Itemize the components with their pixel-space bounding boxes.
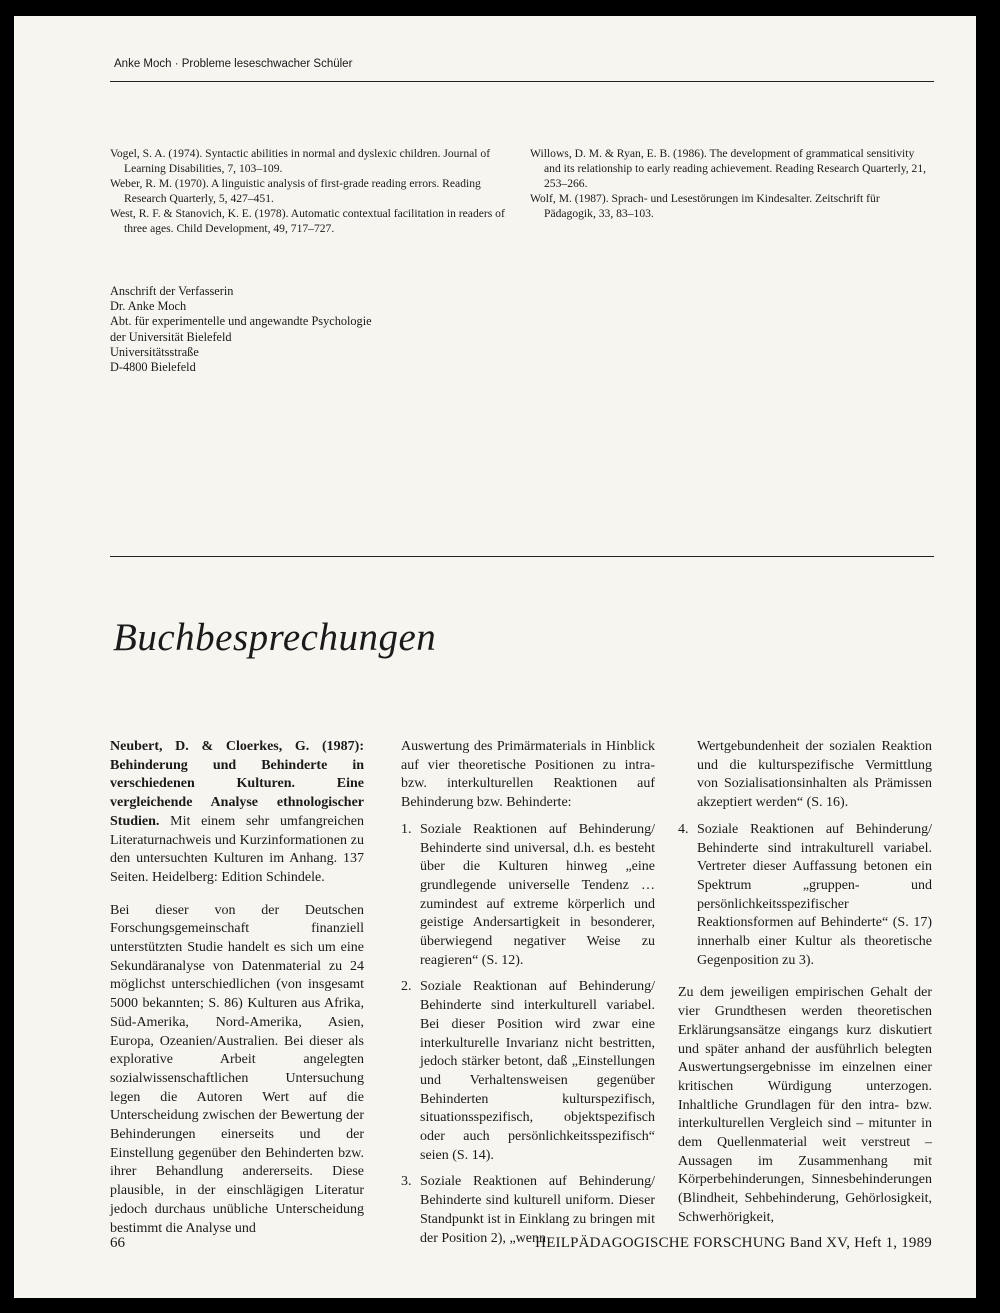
reference-item: Vogel, S. A. (1974). Syntactic abilities in normal and dyslexic children. Journal of Learning Disabilities, 7, 103–109. xyxy=(110,147,491,175)
thesis-number: 1. xyxy=(401,821,412,837)
journal-page xyxy=(14,16,976,1298)
running-head: Anke Moch · Probleme leseschwacher Schüler xyxy=(114,58,353,70)
section-title: Buchbesprechungen xyxy=(113,616,437,659)
citation-details: Mit einem sehr umfangreichen Literaturnachweis und Kurzinformationen zu den untersuchten Kulturen im Anhang. 137 Seiten. Heidelberg: Edition Schindele. xyxy=(110,813,364,885)
reference-item: Willows, D. M. & Ryan, E. B. (1986). The development of grammatical sensitivity and its relationship to early reading achievement. Reading Research Quarterly, 21, 253–266. xyxy=(530,147,927,190)
thesis-item xyxy=(678,821,932,971)
reference-item: Wolf, M. (1987). Sprach- und Lesestörungen im Kindesalter. Zeitschrift für Pädagogik, 33, 83–103. xyxy=(530,192,880,220)
address-heading: Anschrift der Verfasserin xyxy=(110,284,234,298)
review-paragraph: Bei dieser von der Deutschen Forschungsgemeinschaft finanziell unterstützten Studie handelt es sich um eine Sekundäranalyse von Datenmaterial zu 24 möglichst unterschiedlichen (von insgesamt 5000 bekannten; S. 86) Kulturen aus Afrika, Süd-Amerika, Nord-Amerika, Asien, Europa, Ozeanien/Australien. Bei dieser als explorative Arbeit angelegten sozialwissenschaftlichen Untersuchung legen die Autoren Wert auf die Unterscheidung zwischen der Bewertung der Behinderungen einerseits und der Einstellung gegenüber den Behinderten bzw. ihrer Behandlung andererseits. Diese plausible, in der einschlägigen Literatur jedoch durchaus unübliche Unterscheidung bestimmt die Analyse und xyxy=(110,902,364,1236)
address-line: Abt. für experimentelle und angewandte Psychologie xyxy=(110,314,372,329)
review-column-3 xyxy=(678,738,932,1228)
thesis-text: Soziale Reaktionen auf Behinderung/ Behinderte sind universal, d.h. es besteht über die Kulturen hinweg „eine grundlegende universelle Tendenz … zumindest auf extreme körperlich und geistige Andersartigkeit in besonderer, überwiegend negativer Weise zu reagieren“ (S. 12). xyxy=(420,821,655,968)
section-rule xyxy=(110,556,934,557)
thesis-item xyxy=(401,821,655,971)
thesis-number: 4. xyxy=(678,821,689,837)
thesis-text: Soziale Reaktionen auf Behinderung/ Behinderte sind kulturell uniform. Dieser Standpunkt ist in Einklang zu bringen mit der Position 2), „wenn xyxy=(420,1174,655,1246)
author-address xyxy=(110,284,372,375)
address-line: Dr. Anke Moch xyxy=(110,299,187,314)
thesis-text: Soziale Reaktionen auf Behinderung/ Behinderte sind intrakulturell variabel. Vertreter dieser Auffassung betonen ein Spektrum „gruppen- und persönlichkeitsspezifischer Reaktionsformen auf Behinderte“ (S. 17) innerhalb einer Kultur als theoretische Gegenposition zu 3). xyxy=(697,821,932,968)
thesis-continuation: Wertgebundenheit der sozialen Reaktion und die kulturspezifische Vermittlung von Sozialisationsinhalten als Prämissen akzeptiert werden“ (S. 16). xyxy=(697,739,932,811)
page-number: 66 xyxy=(110,1235,125,1251)
header-rule xyxy=(110,81,934,82)
thesis-number: 3. xyxy=(401,1174,412,1190)
address-line: D-4800 Bielefeld xyxy=(110,360,196,375)
review-column-1 xyxy=(110,738,364,1238)
book-citation xyxy=(110,738,364,888)
address-line: der Universität Bielefeld xyxy=(110,329,232,344)
citation-title: Neubert, D. & Cloerkes, G. (1987): Behinderung und Behinderte in verschiedenen Kulturen. Eine vergleichende Analyse ethnologischer Studien. xyxy=(110,739,364,829)
review-paragraph: Auswertung des Primärmaterials in Hinblick auf vier theoretische Positionen zu intra- bzw. interkulturellen Reaktionen auf Behinderung bzw. Behinderte: xyxy=(401,739,655,811)
review-column-2 xyxy=(401,738,655,1248)
references-left xyxy=(110,146,510,236)
thesis-text: Soziale Reaktionan auf Behinderung/ Behinderte sind interkulturell variabel. Bei dieser Position wird zwar eine interkulturelle Invarianz nicht bestritten, jedoch stärker betont, daß „Einstellungen und Verhaltensweisen gegenüber Behinderten kulturspezifisch, situationsspezifisch, objektspezifisch oder auch persönlichkeitsspezifisch“ seien (S. 14). xyxy=(420,979,655,1163)
thesis-number: 2. xyxy=(401,979,412,995)
journal-footer: HEILPÄDAGOGISCHE FORSCHUNG Band XV, Heft 1, 1989 xyxy=(535,1235,932,1251)
references-right xyxy=(530,146,930,221)
review-paragraph: Zu dem jeweiligen empirischen Gehalt der vier Grundthesen werden theoretischen Erklärungsansätze eingangs kurz diskutiert und später anhand der ausführlich belegten Auswertungsergebnisse im einzelnen einer kritischen Würdigung unterzogen. Inhaltliche Grundlagen für den intra- bzw. interkulturellen Vergleich sind – mitunter in dem Quellenmaterial weit verstreut – Aussagen im Zusammenhang mit Körperbehinderungen, Sinnesbehinderungen (Blindheit, Sehbehinderung, Gehörlosigkeit, Schwerhörigkeit, xyxy=(678,985,932,1225)
thesis-item xyxy=(401,978,655,1165)
page-edge-shadow xyxy=(976,0,1000,1313)
reference-item: West, R. F. & Stanovich, K. E. (1978). Automatic contextual facilitation in readers of three ages. Child Development, 49, 717–727. xyxy=(110,207,505,235)
address-line: Universitätsstraße xyxy=(110,344,199,359)
reference-item: Weber, R. M. (1970). A linguistic analysis of first-grade reading errors. Reading Research Quarterly, 5, 427–451. xyxy=(110,177,481,205)
